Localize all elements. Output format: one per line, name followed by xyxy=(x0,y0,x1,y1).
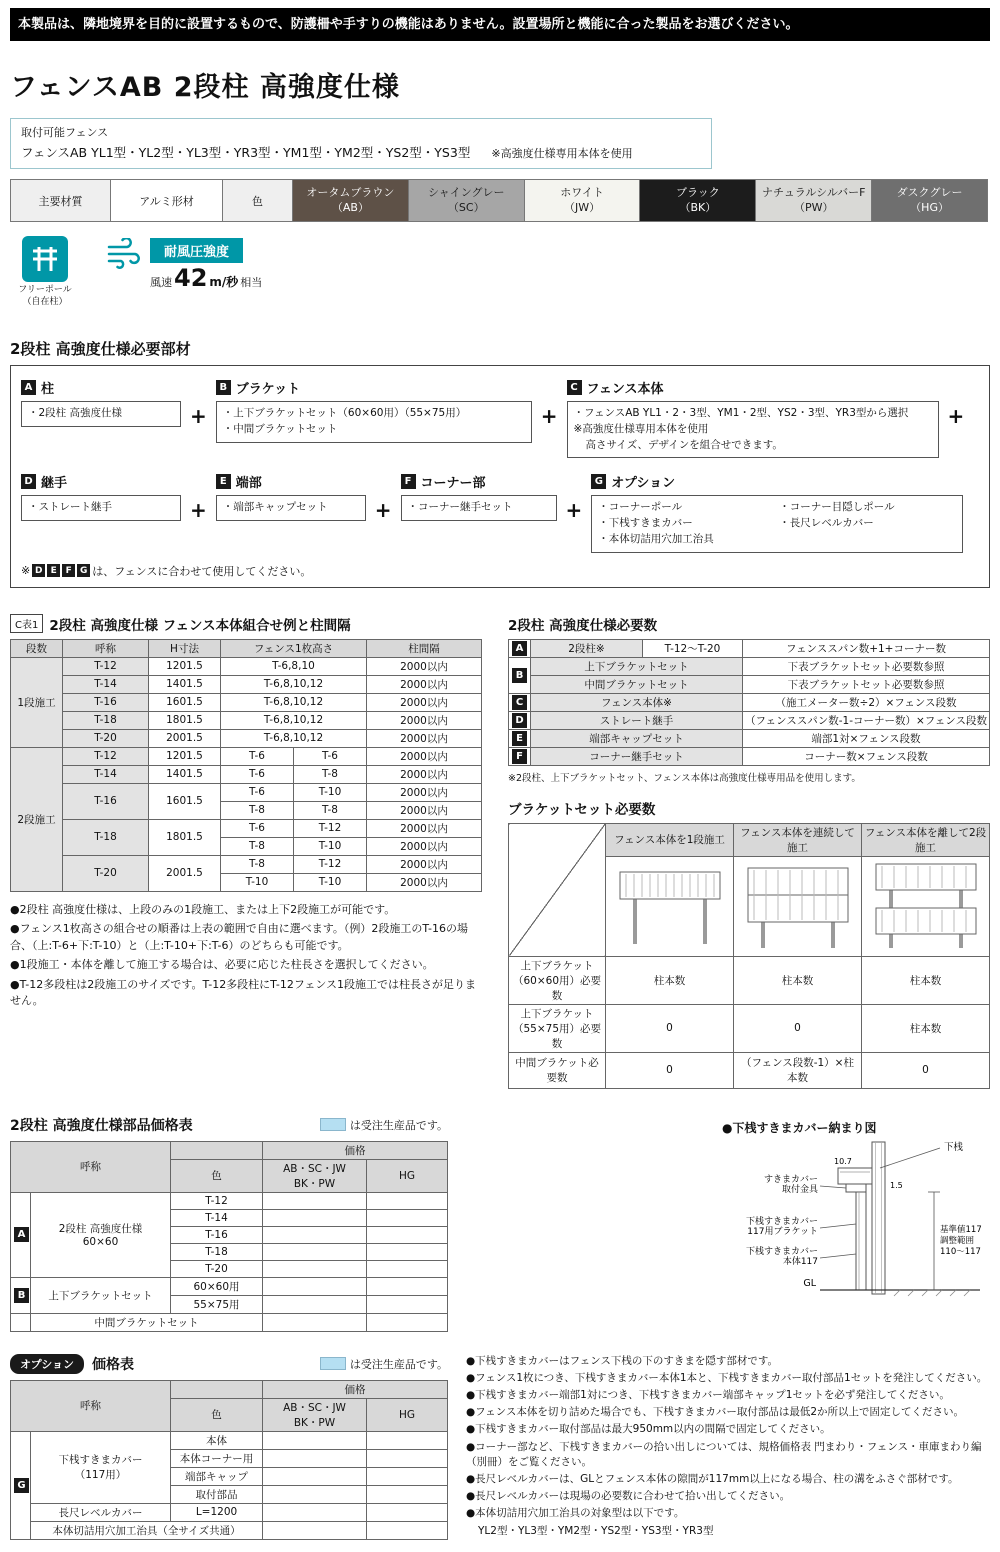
price-cell xyxy=(367,1431,448,1449)
table-ref-label: C表1 xyxy=(10,614,43,633)
plus-sign: + xyxy=(565,498,583,523)
combo-header-row: 段数 呼称 H寸法 フェンス1枚高さ 柱間隔 xyxy=(11,639,482,657)
swatch-code: （AB） xyxy=(331,200,369,214)
price-row: 長尺レベルカバー L=1200 xyxy=(11,1503,448,1521)
wind-value-row: 風速 42 m/秒 相当 xyxy=(150,264,263,292)
part-group-a: A 柱 ・2段柱 高強度仕様 xyxy=(21,378,181,427)
note-tag-e: E xyxy=(47,564,60,577)
note-tag-g: G xyxy=(77,564,90,577)
bracket-row-3: 中間ブラケット必要数 0 （フェンス段数-1）×柱本数 0 xyxy=(509,1052,990,1088)
note-item: ●フェンス本体を切り詰めた場合でも、下桟すきまカバー取付部品は最低2か所以上で固定してください。 xyxy=(466,1406,965,1419)
color-label-cell: 色 xyxy=(223,180,293,222)
price-cell xyxy=(367,1260,448,1277)
dim-10-7: 10.7 xyxy=(834,1156,852,1166)
page-title: フェンスAB 2段柱 高強度仕様 xyxy=(10,72,400,103)
price-header-row-1: 呼称 価格 xyxy=(11,1141,448,1159)
note-item: ●コーナー部など、下桟すきまカバーの拾い出しについては、規格価格表 門まわり・フェンス・車庫まわり編（別冊）をご覧ください。 xyxy=(466,1440,982,1468)
combo-row: T-16 1601.5 T-6 T-10 2000以内 xyxy=(11,783,482,801)
price-row xyxy=(11,1521,448,1539)
color-swatch-ab xyxy=(293,180,409,222)
price-cell xyxy=(263,1192,367,1209)
color-swatch-jw xyxy=(524,180,640,222)
part-group-d: D 継手 ・ストレート継手 xyxy=(21,472,181,521)
svg-text:本体117: 本体117 xyxy=(782,1256,818,1267)
part-group-e: E 端部 ・端部キャップセット xyxy=(216,472,366,521)
tag-cell: F xyxy=(509,747,531,765)
note-item: ●フェンス1枚につき、下桟すきまカバー本体1本と、下桟すきまカバー取付部品1セットを発注してください。 xyxy=(466,1371,988,1384)
parts-row-2 xyxy=(21,472,979,552)
parts-box xyxy=(10,365,990,588)
price-header-row-1: 呼称 価格 xyxy=(11,1380,448,1398)
plus-sign: + xyxy=(190,498,207,523)
price-cell xyxy=(263,1260,367,1277)
swatch-code: （PW） xyxy=(793,200,834,214)
diagonal-cell xyxy=(509,823,606,956)
required-note: ※2段柱、上下ブラケットセット、フェンス本体は高強度仕様専用品を使用します。 xyxy=(508,772,861,784)
bracket-row-1: 上下ブラケット（60×60用）必要数 柱本数 柱本数 柱本数 xyxy=(509,956,990,1004)
option-notes xyxy=(466,1354,990,1541)
required-row-e: E 端部キャップセット 端部1対×フェンス段数 xyxy=(509,729,990,747)
middle-columns xyxy=(10,614,990,1089)
price-table-block xyxy=(10,1115,448,1332)
material-color-row xyxy=(11,180,988,222)
svg-text:117用ブラケット: 117用ブラケット xyxy=(747,1226,818,1237)
swatch-name: ブラック xyxy=(676,185,720,199)
tag-cell: B xyxy=(509,657,531,693)
price-cell xyxy=(367,1313,448,1331)
price-cell xyxy=(263,1503,367,1521)
price-cell xyxy=(367,1503,448,1521)
price-cell xyxy=(367,1209,448,1226)
price-cell xyxy=(263,1226,367,1243)
item-name-cell: 本体切詰用穴加工治具（全サイズ共通） xyxy=(31,1521,263,1539)
price-table-title: 2段柱 高強度仕様部品価格表 xyxy=(10,1117,193,1134)
wind-title: 耐風圧強度 xyxy=(150,238,243,263)
required-table xyxy=(508,639,990,766)
price-table xyxy=(10,1141,448,1332)
option-section xyxy=(10,1354,990,1541)
tag-cell: G xyxy=(11,1431,31,1539)
price-cell xyxy=(367,1277,448,1295)
gap-cover-diagram-title: ●下桟すきまカバー納まり図 xyxy=(722,1120,877,1135)
part-group-b: B ブラケット ・上下ブラケットセット（60×60用）（55×75用） ・中間ブラケットセット xyxy=(216,378,532,443)
item-name-cell: 中間ブラケットセット xyxy=(31,1313,263,1331)
freepole-icon xyxy=(22,236,68,282)
combo-row: T-16 1601.5 T-6,8,10,12 2000以内 xyxy=(11,693,482,711)
dim-1-5: 1.5 xyxy=(890,1180,903,1190)
plus-sign: + xyxy=(947,404,965,428)
price-cell xyxy=(367,1243,448,1260)
dim-base: 基準値117 xyxy=(940,1224,982,1235)
compatible-fence-box xyxy=(10,118,712,169)
compatible-fence-heading: 取付可能フェンス xyxy=(21,126,109,139)
note-item: ●2段柱 高強度仕様は、上段のみの1段施工、または上下2段施工が可能です。 xyxy=(10,902,396,916)
combo-row: T-10 T-10 2000以内 xyxy=(11,873,482,891)
item-name-cell: 下桟すきまカバー （117用） xyxy=(31,1431,171,1503)
empty-header-cell xyxy=(171,1141,263,1159)
required-row-a: A 2段柱※ T-12〜T-20 フェンススパン数+1+コーナー数 xyxy=(509,639,990,657)
tag-cell: B xyxy=(11,1277,31,1313)
material-label-cell: 主要材質 xyxy=(11,180,111,222)
price-row: 端部キャップ xyxy=(11,1467,448,1485)
wind-resistance-badge xyxy=(106,238,262,290)
price-cell xyxy=(263,1431,367,1449)
fence-diagram-single-icon xyxy=(606,856,734,956)
price-row: G 下桟すきまカバー （117用） 本体 xyxy=(11,1431,448,1449)
made-to-order-legend: は受注生産品です。 xyxy=(320,1117,448,1133)
dim-range: 調整範囲 xyxy=(940,1235,975,1246)
tag-cell xyxy=(11,1313,31,1331)
tag-cell: D xyxy=(509,711,531,729)
price-section xyxy=(10,1115,990,1332)
item-name-cell: 2段柱 高強度仕様 60×60 xyxy=(31,1192,171,1277)
note-item: ●フェンス1枚高さの組合せの順番は上表の範囲で自由に選べます。（例）2段施工のT-16の場合、（上:T-6+下:T-10）と（上:T-10+下:T-6）のどちらも可能です。 xyxy=(10,922,469,952)
price-cell xyxy=(367,1467,448,1485)
combo-table xyxy=(10,639,482,892)
tag-cell: C xyxy=(509,693,531,711)
price-cell xyxy=(263,1243,367,1260)
required-row-c: C フェンス本体※ （施工メーター数÷2）×フェンス段数 xyxy=(509,693,990,711)
parts-note: ※ D E F G は、フェンスに合わせて使用してください。 xyxy=(21,564,312,578)
color-group-header: AB・SC・JW BK・PW xyxy=(263,1159,367,1192)
freepole-badge xyxy=(10,236,80,308)
part-tag-a: A xyxy=(21,380,36,395)
price-cell xyxy=(263,1277,367,1295)
price-row xyxy=(11,1313,448,1331)
note-item: ●下桟すきまカバーはフェンス下桟の下のすきまを隠す部材です。 xyxy=(466,1354,778,1367)
group-cell: 1段施工 xyxy=(11,657,63,747)
combo-row: T-18 1801.5 T-6 T-12 2000以内 xyxy=(11,819,482,837)
swatch-code: （HG） xyxy=(910,200,949,214)
swatch-name: オータムブラウン xyxy=(306,185,395,199)
price-row: A 2段柱 高強度仕様 60×60 T-12 xyxy=(11,1192,448,1209)
part-tag-c: C xyxy=(567,380,582,395)
material-value-cell: アルミ形材 xyxy=(111,180,223,222)
cover-body-label: 下桟すきまカバー xyxy=(745,1246,818,1257)
rail-label: 下桟 xyxy=(944,1141,964,1153)
price-cell xyxy=(367,1485,448,1503)
gap-cover-diagram xyxy=(722,1136,987,1326)
option-price-table xyxy=(10,1380,448,1540)
swatch-code: （BK） xyxy=(679,200,717,214)
fence-diagram-separated-icon xyxy=(862,856,990,956)
note-item: ●長尺レベルカバーは、GLとフェンス本体の隙間が117mm以上になる場合、柱の溝をふさぐ部材です。 xyxy=(466,1473,959,1486)
item-name-cell: 上下ブラケットセット xyxy=(31,1277,171,1313)
part-group-f: F コーナー部 ・コーナー継手セット xyxy=(401,472,557,521)
price-cell xyxy=(263,1295,367,1313)
note-tag-d: D xyxy=(32,564,45,577)
required-row-b1: B 上下ブラケットセット 下表ブラケットセット必要数参照 xyxy=(509,657,990,675)
part-tag-d: D xyxy=(21,474,36,489)
price-row: 本体コーナー用 xyxy=(11,1449,448,1467)
option-price-title: 価格表 xyxy=(92,1356,135,1373)
price-row: B 上下ブラケットセット 60×60用 xyxy=(11,1277,448,1295)
price-cell xyxy=(263,1209,367,1226)
combo-column xyxy=(10,614,482,1089)
gl-label: GL xyxy=(803,1277,816,1289)
combo-row: T-8 T-10 2000以内 xyxy=(11,837,482,855)
swatch-name: ダスクグレー xyxy=(896,185,963,199)
tag-cell: A xyxy=(11,1192,31,1277)
price-cell xyxy=(263,1449,367,1467)
part-tag-g: G xyxy=(591,474,606,489)
price-row: T-14 xyxy=(11,1209,448,1226)
note-item: ●下桟すきまカバー端部1対につき、下桟すきまカバー端部キャップ1セットを必ず発注してください。 xyxy=(466,1388,950,1401)
price-cell xyxy=(263,1521,367,1539)
bracket-row-2: 上下ブラケット（55×75用）必要数 0 0 柱本数 xyxy=(509,1004,990,1052)
plus-sign: + xyxy=(374,498,392,523)
price-row: T-18 xyxy=(11,1243,448,1260)
combo-notes xyxy=(10,902,482,1010)
bracket-header-row: フェンス本体を1段施工 フェンス本体を連続して施工 フェンス本体を離して2段施工 xyxy=(509,823,990,856)
made-to-order-legend: は受注生産品です。 xyxy=(320,1356,448,1372)
required-row-d: D ストレート継手 （フェンススパン数-1-コーナー数）×フェンス段数 xyxy=(509,711,990,729)
required-column xyxy=(508,614,990,1089)
parts-row-1 xyxy=(21,378,979,458)
parts-section-title: 2段柱 高強度仕様必要部材 xyxy=(10,340,191,358)
legend-swatch xyxy=(320,1118,346,1131)
part-tag-f: F xyxy=(401,474,416,489)
tag-cell: A xyxy=(509,639,531,657)
price-cell xyxy=(367,1192,448,1209)
combo-row: T-20 2001.5 T-6,8,10,12 2000以内 xyxy=(11,729,482,747)
wind-icon xyxy=(106,238,142,274)
swatch-name: シャイングレー xyxy=(427,185,505,199)
part-tag-e: E xyxy=(216,474,231,489)
plus-sign: + xyxy=(540,404,558,428)
freepole-label: フリーポール （自在柱） xyxy=(18,285,72,307)
part-tag-b: B xyxy=(216,380,231,395)
swatch-name: ホワイト xyxy=(560,185,604,199)
required-table-title: 2段柱 高強度仕様必要数 xyxy=(508,617,658,634)
combo-row: T-8 T-8 2000以内 xyxy=(11,801,482,819)
part-group-g: G オプション ・コーナーポール ・コーナー目隠しポール ・下桟すきまカバー ・長尺レベルカバー ・本体切詰用穴加工治具 xyxy=(591,472,963,552)
price-row: 55×75用 xyxy=(11,1295,448,1313)
price-row: T-20 xyxy=(11,1260,448,1277)
note-item: ●T-12多段柱は2段施工のサイズです。T-12多段柱にT-12フェンス1段施工では柱長さが足りません。 xyxy=(10,977,476,1007)
combo-row: T-14 1401.5 T-6 T-8 2000以内 xyxy=(11,765,482,783)
option-tag: オプション xyxy=(10,1354,84,1374)
wind-speed-value: 42 xyxy=(174,264,208,292)
material-color-table xyxy=(10,179,988,222)
compatible-fence-body xyxy=(21,142,701,161)
note-item: ●1段施工・本体を離して施工する場合は、必要に応じた柱長さを選択してください。 xyxy=(10,958,434,971)
wind-badge-text xyxy=(150,238,262,290)
group-cell: 2段施工 xyxy=(11,747,63,891)
tag-cell: E xyxy=(509,729,531,747)
empty-header-cell xyxy=(171,1380,263,1398)
gap-cover-diagram-block xyxy=(722,1115,990,1332)
fitting-label: すきまカバー xyxy=(763,1174,818,1185)
combo-row: 2段施工 T-12 1201.5 T-6 T-6 2000以内 xyxy=(11,747,482,765)
price-header-row-2: 色 AB・SC・JW BK・PW HG xyxy=(11,1398,448,1431)
color-swatch-pw xyxy=(756,180,872,222)
color-group-header: AB・SC・JW BK・PW xyxy=(263,1398,367,1431)
price-cell xyxy=(367,1521,448,1539)
price-cell xyxy=(367,1226,448,1243)
required-row-b2: 中間ブラケットセット 下表ブラケットセット必要数参照 xyxy=(509,675,990,693)
note-item: YL2型・YL3型・YM2型・YS2型・YS3型・YR3型 xyxy=(478,1524,714,1537)
note-item: ●本体切詰用穴加工治具の対象型は以下です。 xyxy=(466,1507,685,1520)
combo-row: T-14 1401.5 T-6,8,10,12 2000以内 xyxy=(11,675,482,693)
bracket-table xyxy=(508,823,990,1089)
note-item: ●長尺レベルカバーは現場の必要数に合わせて拾い出してください。 xyxy=(466,1490,791,1503)
color-swatch-hg xyxy=(872,180,988,222)
price-row: 取付部品 xyxy=(11,1485,448,1503)
option-price-block xyxy=(10,1354,448,1541)
svg-text:取付金具: 取付金具 xyxy=(781,1184,818,1195)
combo-row: T-18 1801.5 T-6,8,10,12 2000以内 xyxy=(11,711,482,729)
svg-text:110〜117: 110〜117 xyxy=(940,1246,981,1257)
combo-table-title: 2段柱 高強度仕様 フェンス本体組合せ例と柱間隔 xyxy=(49,617,351,634)
plus-sign: + xyxy=(190,404,207,428)
price-cell xyxy=(367,1449,448,1467)
notice-bar: 本製品は、隣地境界を目的に設置するもので、防護柵や手すりの機能はありません。設置場所と機能に合った製品をお選びください。 xyxy=(10,8,990,41)
feature-badges xyxy=(10,236,990,320)
price-cell xyxy=(263,1467,367,1485)
price-cell xyxy=(263,1313,367,1331)
swatch-code: （SC） xyxy=(447,200,485,214)
color-swatch-bk xyxy=(640,180,756,222)
swatch-code: （JW） xyxy=(564,200,601,214)
part-group-c: C フェンス本体 ・フェンスAB YL1・2・3型、YM1・2型、YS2・3型、YR3型から選択 ※高強度仕様専用本体を使用 高さサイズ、デザインを組合せできます。 xyxy=(567,378,939,458)
legend-swatch xyxy=(320,1357,346,1370)
swatch-name: ナチュラルシルバーF xyxy=(762,185,866,199)
fence-diagram-continuous-icon xyxy=(734,856,862,956)
bracket-label: 下桟すきまカバー xyxy=(745,1216,818,1227)
item-name-cell: 長尺レベルカバー xyxy=(31,1503,171,1521)
compatible-fence-models: フェンスAB YL1型・YL2型・YL3型・YR3型・YM1型・YM2型・YS2型・YS3型 xyxy=(21,145,471,160)
price-row: T-16 xyxy=(11,1226,448,1243)
color-swatch-sc xyxy=(408,180,524,222)
bracket-table-title: ブラケットセット必要数 xyxy=(508,801,656,818)
required-row-f: F コーナー継手セット コーナー数×フェンス段数 xyxy=(509,747,990,765)
combo-row: 1段施工 T-12 1201.5 T-6,8,10 2000以内 xyxy=(11,657,482,675)
note-item: ●下桟すきまカバー取付部品は最大950mm以内の間隔で固定してください。 xyxy=(466,1423,831,1436)
combo-row: T-20 2001.5 T-8 T-12 2000以内 xyxy=(11,855,482,873)
price-header-row-2: 色 AB・SC・JW BK・PW HG xyxy=(11,1159,448,1192)
compatible-fence-note: ※高強度仕様専用本体を使用 xyxy=(491,147,633,160)
price-cell xyxy=(367,1295,448,1313)
price-cell xyxy=(263,1485,367,1503)
note-tag-f: F xyxy=(62,564,75,577)
